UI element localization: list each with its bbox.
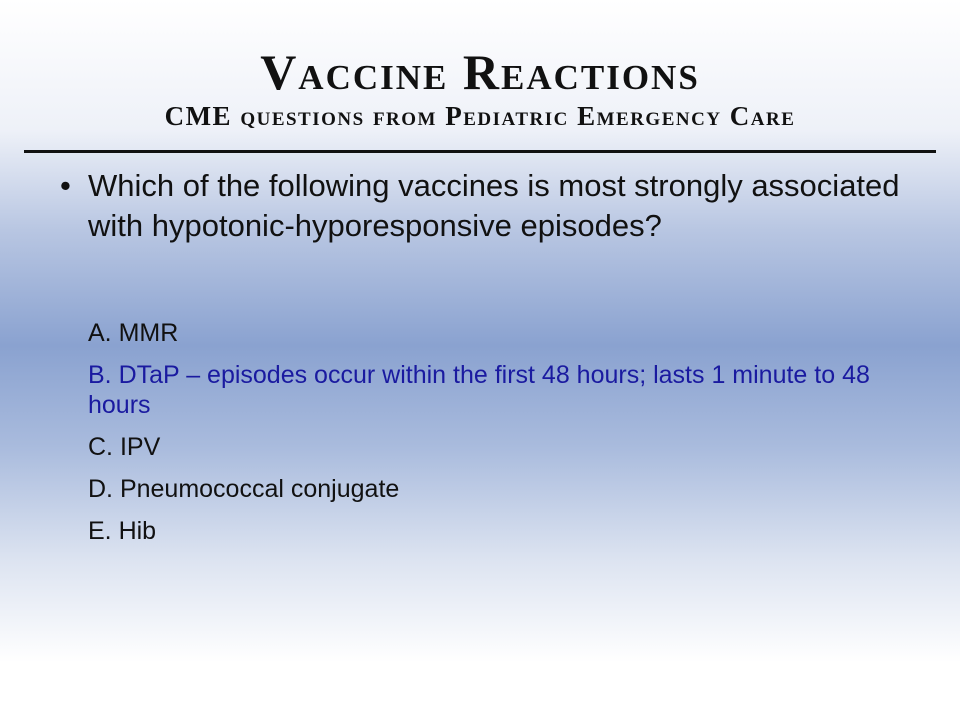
slide-title: Vaccine Reactions (260, 44, 700, 100)
option-a: A. MMR (88, 319, 179, 347)
title-divider (24, 150, 936, 153)
slide-header (0, 44, 960, 132)
slide-subtitle: CME questions from Pediatric Emergency Care (164, 101, 796, 131)
answer-options (60, 318, 900, 546)
option-b-correct: B. DTaP – episodes occur within the first 48 hours; lasts 1 minute to 48 hours (88, 361, 870, 419)
option-c: C. IPV (88, 433, 161, 461)
question (60, 166, 900, 246)
question-text: Which of the following vaccines is most strongly associated with hypotonic-hyporesponsive episodes? (88, 168, 900, 243)
option-d: D. Pneumococcal conjugate (88, 475, 400, 503)
bullet-icon: • (60, 168, 71, 203)
slide-body (60, 166, 900, 558)
option-e: E. Hib (88, 517, 157, 545)
